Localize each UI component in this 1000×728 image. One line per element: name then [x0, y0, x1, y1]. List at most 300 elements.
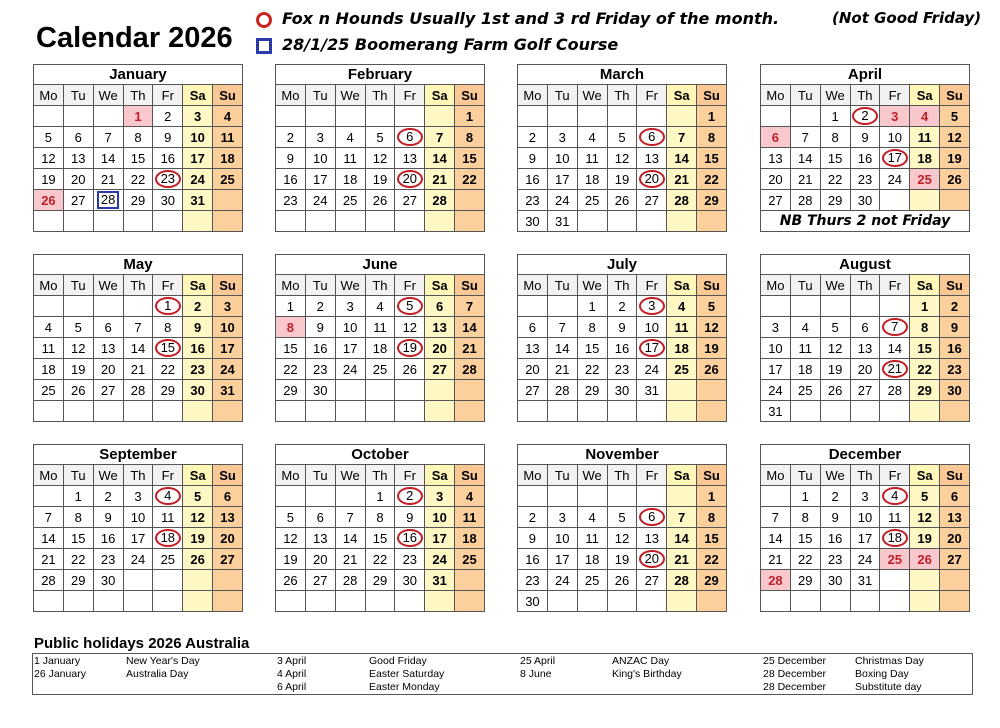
day-number: 5: [397, 297, 423, 315]
day-cell: [820, 169, 850, 190]
day-cell: [697, 148, 727, 169]
weekday-header: Th: [123, 275, 153, 296]
day-number: 24: [130, 551, 146, 567]
day-number: 4: [588, 129, 596, 145]
day-number: 6: [861, 319, 869, 335]
day-number: 25: [160, 551, 176, 567]
day-cell: [123, 359, 153, 380]
weekday-header: Fr: [637, 465, 667, 486]
holiday-name: Australia Day: [126, 668, 189, 680]
weekday-header: Sa: [425, 465, 455, 486]
week-row: [761, 148, 970, 169]
day-number: 24: [432, 551, 447, 567]
weekday-header: Mo: [276, 465, 306, 486]
day-cell: [305, 169, 335, 190]
empty-cell: [425, 211, 455, 232]
day-number: 14: [674, 150, 689, 166]
day-cell: [276, 296, 306, 317]
holiday-name: Christmas Day: [855, 655, 924, 667]
day-cell: [276, 127, 306, 148]
day-cell: [395, 148, 425, 169]
day-cell: [577, 338, 607, 359]
day-number: 28: [462, 361, 477, 377]
weekday-header: Sa: [667, 85, 697, 106]
day-cell: [63, 549, 93, 570]
day-cell: [880, 338, 910, 359]
day-number: 23: [857, 171, 873, 187]
day-number: 7: [465, 298, 474, 314]
day-cell: [518, 549, 548, 570]
day-cell: [395, 338, 425, 359]
day-number: 29: [160, 382, 176, 398]
day-number: 18: [41, 361, 56, 377]
day-cell: [880, 507, 910, 528]
day-number: 17: [768, 361, 783, 377]
day-cell: [667, 296, 697, 317]
day-cell: [34, 127, 64, 148]
day-number: 15: [827, 150, 843, 166]
empty-cell: [761, 106, 791, 127]
day-number: 11: [41, 340, 56, 356]
week-row: [761, 380, 970, 401]
weekday-header: We: [335, 465, 365, 486]
empty-cell: [850, 296, 880, 317]
month-name: January: [34, 65, 243, 85]
weekday-header: Fr: [637, 275, 667, 296]
weekday-header: Su: [213, 465, 243, 486]
day-cell: [697, 169, 727, 190]
day-number: 23: [313, 361, 328, 377]
empty-cell: [123, 591, 153, 612]
month-april: [760, 64, 970, 232]
week-row: [761, 486, 970, 507]
empty-cell: [667, 106, 697, 127]
day-cell: [63, 338, 93, 359]
day-number: 3: [194, 108, 202, 124]
day-number: 1: [286, 298, 295, 314]
day-number: 8: [286, 319, 295, 335]
day-number: 24: [857, 551, 873, 567]
legend-fox-text: Fox n Hounds Usually 1st and 3 rd Friday of the month.: [282, 9, 780, 28]
day-cell: [123, 169, 153, 190]
day-cell: [940, 127, 970, 148]
empty-cell: [455, 570, 485, 591]
day-cell: [395, 549, 425, 570]
week-row: [34, 591, 243, 612]
day-cell: [276, 380, 306, 401]
day-cell: [395, 486, 425, 507]
empty-cell: [425, 591, 455, 612]
day-number: 30: [313, 382, 328, 398]
day-number: 3: [558, 129, 566, 145]
month-june: [275, 254, 485, 422]
day-cell: [305, 296, 335, 317]
week-row: [34, 211, 243, 232]
day-cell: [425, 190, 455, 211]
day-cell: [123, 317, 153, 338]
day-number: 20: [71, 171, 86, 187]
week-row: [761, 169, 970, 190]
holiday-name: ANZAC Day: [612, 655, 670, 667]
day-cell: [697, 106, 727, 127]
day-number: 7: [104, 129, 112, 145]
empty-cell: [880, 296, 910, 317]
day-cell: [395, 528, 425, 549]
day-cell: [940, 296, 970, 317]
day-number: 30: [827, 572, 843, 588]
day-cell: [910, 359, 940, 380]
day-number: 24: [644, 361, 660, 377]
day-cell: [93, 528, 123, 549]
weekday-header: Th: [365, 85, 395, 106]
day-number: 9: [861, 129, 869, 145]
day-cell: [607, 549, 637, 570]
day-number: 20: [525, 361, 540, 377]
day-cell: [761, 148, 791, 169]
day-cell: [547, 570, 577, 591]
day-cell: [34, 317, 64, 338]
holiday-entry: [277, 655, 444, 668]
holiday-entry: [277, 681, 444, 694]
weekday-header: Th: [123, 465, 153, 486]
day-number: 9: [194, 319, 202, 335]
day-number: 27: [768, 192, 783, 208]
day-cell: [213, 359, 243, 380]
day-cell: [63, 486, 93, 507]
day-cell: [667, 169, 697, 190]
weekday-header: Fr: [880, 465, 910, 486]
day-number: 18: [917, 150, 932, 166]
day-cell: [607, 507, 637, 528]
weekday-header: Th: [607, 85, 637, 106]
day-cell: [395, 296, 425, 317]
day-cell: [93, 338, 123, 359]
day-cell: [697, 528, 727, 549]
day-number: 6: [397, 128, 423, 146]
day-number: 20: [220, 530, 235, 546]
day-cell: [547, 338, 577, 359]
day-number: 21: [130, 361, 146, 377]
day-cell: [820, 380, 850, 401]
day-cell: [425, 549, 455, 570]
day-number: 23: [402, 551, 418, 567]
day-cell: [455, 549, 485, 570]
day-number: 13: [220, 509, 235, 525]
day-number: 30: [100, 572, 116, 588]
day-cell: [425, 127, 455, 148]
day-cell: [153, 528, 183, 549]
day-number: 24: [555, 192, 570, 208]
day-cell: [607, 528, 637, 549]
empty-cell: [305, 211, 335, 232]
day-cell: [305, 507, 335, 528]
day-number: 3: [134, 488, 142, 504]
week-row: [761, 570, 970, 591]
day-cell: [910, 486, 940, 507]
day-number: 27: [857, 382, 873, 398]
weekday-header: Fr: [153, 85, 183, 106]
day-number: 1: [588, 298, 596, 314]
empty-cell: [790, 401, 820, 422]
holiday-column: [763, 655, 924, 694]
weekday-header: Sa: [910, 275, 940, 296]
weekday-header: Tu: [547, 465, 577, 486]
day-cell: [518, 570, 548, 591]
day-cell: [910, 380, 940, 401]
day-cell: [667, 570, 697, 591]
day-number: 23: [525, 572, 540, 588]
day-number: 30: [857, 192, 873, 208]
day-number: 21: [882, 360, 908, 378]
day-number: 10: [220, 319, 235, 335]
day-cell: [697, 317, 727, 338]
day-number: 27: [432, 361, 447, 377]
weekday-header: Tu: [547, 275, 577, 296]
day-cell: [153, 148, 183, 169]
day-number: 21: [768, 551, 783, 567]
weekday-header: Mo: [761, 275, 791, 296]
empty-cell: [940, 591, 970, 612]
day-cell: [880, 380, 910, 401]
empty-cell: [425, 380, 455, 401]
weekday-header: Su: [940, 85, 970, 106]
day-cell: [697, 190, 727, 211]
weekday-header: Tu: [63, 275, 93, 296]
day-cell: [425, 507, 455, 528]
day-number: 4: [376, 298, 384, 314]
day-cell: [790, 528, 820, 549]
day-cell: [305, 359, 335, 380]
public-holidays-title: Public holidays 2026 Australia: [34, 635, 250, 652]
day-number: 23: [190, 361, 205, 377]
day-number: 29: [704, 192, 719, 208]
day-cell: [518, 127, 548, 148]
day-number: 25: [220, 171, 235, 187]
day-number: 25: [41, 382, 56, 398]
day-number: 13: [947, 509, 962, 525]
day-number: 20: [857, 361, 873, 377]
empty-cell: [697, 401, 727, 422]
day-number: 8: [921, 319, 929, 335]
day-number: 31: [432, 572, 447, 588]
day-cell: [183, 549, 213, 570]
day-number: 19: [71, 361, 86, 377]
day-number: 28: [342, 572, 358, 588]
day-number: 26: [402, 361, 418, 377]
day-cell: [761, 169, 791, 190]
legend-boomerang-farm: [256, 35, 618, 54]
day-cell: [365, 507, 395, 528]
day-number: 6: [771, 129, 780, 145]
day-cell: [395, 359, 425, 380]
empty-cell: [940, 190, 970, 211]
day-cell: [153, 380, 183, 401]
day-number: 27: [644, 572, 660, 588]
weekday-header: Fr: [395, 85, 425, 106]
day-number: 5: [44, 129, 53, 145]
empty-cell: [153, 570, 183, 591]
empty-cell: [93, 296, 123, 317]
empty-cell: [790, 296, 820, 317]
weekday-header: Fr: [880, 275, 910, 296]
weekday-header: Tu: [305, 275, 335, 296]
day-number: 26: [704, 361, 719, 377]
day-cell: [276, 317, 306, 338]
day-number: 26: [372, 192, 388, 208]
empty-cell: [153, 211, 183, 232]
day-number: 22: [704, 551, 719, 567]
empty-cell: [761, 591, 791, 612]
day-number: 8: [74, 509, 82, 525]
day-number: 13: [644, 530, 660, 546]
day-cell: [123, 549, 153, 570]
empty-cell: [395, 380, 425, 401]
week-row: [761, 296, 970, 317]
week-row: [276, 401, 485, 422]
day-cell: [335, 570, 365, 591]
day-cell: [637, 169, 667, 190]
week-row: [761, 507, 970, 528]
day-number: 7: [44, 509, 53, 525]
month-name: December: [761, 445, 970, 465]
holiday-name: Good Friday: [369, 655, 427, 667]
week-row: [276, 591, 485, 612]
day-cell: [365, 359, 395, 380]
day-number: 6: [528, 319, 537, 335]
day-cell: [880, 148, 910, 169]
day-number: 13: [100, 340, 116, 356]
day-cell: [940, 507, 970, 528]
empty-cell: [667, 211, 697, 232]
empty-cell: [577, 401, 607, 422]
day-number: 6: [639, 128, 665, 146]
week-row: [276, 528, 485, 549]
day-number: 5: [618, 129, 626, 145]
weekday-header: We: [93, 465, 123, 486]
day-number: 14: [768, 530, 783, 546]
day-number: 23: [827, 551, 843, 567]
holiday-name: New Year's Day: [126, 655, 200, 667]
empty-cell: [335, 380, 365, 401]
day-cell: [183, 338, 213, 359]
weekday-header: Tu: [63, 85, 93, 106]
day-cell: [820, 359, 850, 380]
day-number: 26: [947, 171, 962, 187]
week-row: [761, 528, 970, 549]
day-cell: [63, 190, 93, 211]
day-number: 7: [134, 319, 142, 335]
day-number: 1: [831, 108, 839, 124]
day-cell: [850, 486, 880, 507]
day-cell: [547, 359, 577, 380]
day-number: 7: [771, 509, 780, 525]
empty-cell: [667, 591, 697, 612]
day-cell: [547, 317, 577, 338]
day-cell: [577, 549, 607, 570]
day-number: 8: [707, 509, 716, 525]
day-cell: [455, 507, 485, 528]
holiday-entry: [520, 668, 682, 681]
empty-cell: [335, 591, 365, 612]
day-number: 4: [801, 319, 809, 335]
day-number: 7: [678, 509, 686, 525]
day-cell: [63, 317, 93, 338]
day-number: 13: [402, 150, 418, 166]
red-circle-icon: [256, 12, 272, 28]
empty-cell: [63, 106, 93, 127]
day-number: 7: [882, 318, 908, 336]
day-cell: [850, 507, 880, 528]
day-cell: [790, 148, 820, 169]
day-number: 24: [342, 361, 358, 377]
day-number: 12: [402, 319, 418, 335]
weekday-header: We: [577, 275, 607, 296]
day-number: 4: [44, 319, 53, 335]
day-number: 18: [882, 529, 908, 547]
day-cell: [455, 106, 485, 127]
day-number: 19: [41, 171, 56, 187]
day-number: 3: [891, 108, 899, 124]
day-number: 20: [768, 171, 783, 187]
empty-cell: [93, 106, 123, 127]
day-number: 20: [639, 550, 665, 568]
week-row: [761, 106, 970, 127]
day-number: 18: [798, 361, 813, 377]
day-number: 14: [130, 340, 146, 356]
day-number: 10: [555, 150, 570, 166]
day-cell: [63, 127, 93, 148]
day-cell: [761, 401, 791, 422]
day-number: 30: [525, 213, 540, 229]
day-cell: [697, 570, 727, 591]
day-cell: [820, 106, 850, 127]
day-cell: [213, 507, 243, 528]
day-number: 5: [286, 509, 295, 525]
day-number: 14: [555, 340, 570, 356]
weekday-header: Tu: [790, 465, 820, 486]
day-number: 9: [831, 509, 839, 525]
month-name: June: [276, 255, 485, 275]
day-number: 18: [155, 529, 181, 547]
empty-cell: [637, 591, 667, 612]
day-number: 6: [104, 319, 112, 335]
weekday-header: Sa: [910, 85, 940, 106]
day-cell: [820, 549, 850, 570]
day-cell: [790, 359, 820, 380]
empty-cell: [820, 401, 850, 422]
weekday-header: Th: [365, 275, 395, 296]
day-cell: [183, 507, 213, 528]
day-cell: [518, 359, 548, 380]
day-cell: [761, 338, 791, 359]
day-number: 20: [100, 361, 116, 377]
day-cell: [697, 486, 727, 507]
day-cell: [123, 380, 153, 401]
empty-cell: [93, 211, 123, 232]
day-cell: [34, 549, 64, 570]
day-number: 18: [584, 171, 600, 187]
day-number: 22: [283, 361, 298, 377]
day-number: 25: [584, 192, 600, 208]
day-number: 13: [525, 340, 540, 356]
day-number: 2: [164, 108, 172, 124]
day-cell: [577, 570, 607, 591]
day-number: 6: [74, 129, 82, 145]
day-cell: [34, 570, 64, 591]
day-number: 26: [71, 382, 86, 398]
week-row: [276, 211, 485, 232]
weekday-header: Mo: [34, 85, 64, 106]
